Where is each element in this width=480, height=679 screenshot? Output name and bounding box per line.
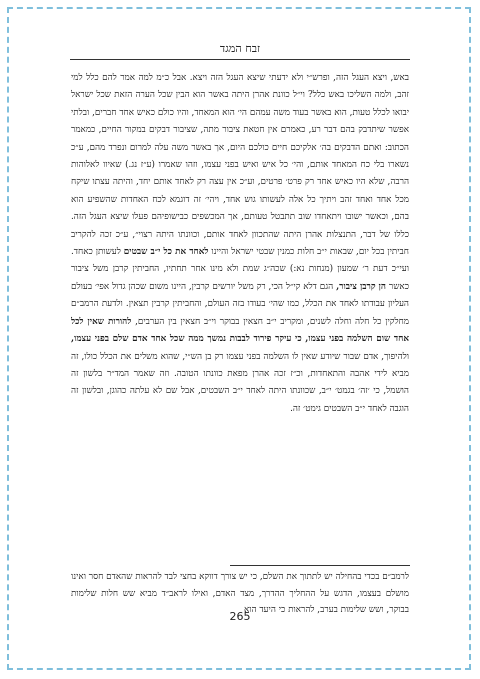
page-header: [70, 40, 410, 60]
footnote-text: לרמב״ם בכדי בהחילה יש לתתוך את השלם, כי יש צורך דווקא בחצי לבד להראות שהאדם חסר ואינו מושלם בעצמו, הדגש על ההחליך ההדרך, מצד האדם, ואילו לראב״ד מביא שש חלות שלימות בבוקר, ושש שלימות בערב, להראות כי היעד הוא: [71, 572, 409, 615]
body-paragraph: [71, 70, 409, 418]
bold-phrase: הן קרבן ציבור,: [336, 281, 386, 292]
main-text: [71, 70, 409, 542]
body-text: לעשותן כאחד. ועי״כ דעת ר׳ שמעון (מנחות נא:) שכה״ג שמת ולא מינו אחר תחתיו, החביתין קרבן משל ציבור כאשר: [71, 247, 409, 292]
running-title: זבח המגד: [219, 42, 261, 55]
page-number: 265: [229, 610, 251, 623]
body-text: ולהיפוך, אדם שבור שיודע שאין לו השלמה בפני עצמו רק בן הש״י, שהוא משלים את הכלל כולו, זה מביא לידי אהבה והתאחדות, וכ״ז זכה אהרן מפאת כוונתו הטובה. וזה שאמר המד״ר בלשון זה הושמל, כי ׳זה׳ בגמט׳ י״ב, שכוונתו היתה לאחד י״ב השבטים, אבל שם לא עלתה כהוגן, ובלשון זה הוגבה לאחד י״ב השבטים גימט׳ זה.: [71, 351, 409, 414]
footnote-rule: [230, 565, 410, 566]
header-rule: [70, 59, 410, 60]
bold-phrase: להורות שאין לכל אחד שום השלמה בפני עצמו, כי עיקר פירוד לבבות נמשך ממה שכל אחד אדם שלם בפני עצמו,: [71, 316, 409, 345]
bold-phrase: לאחד את כל י״ב שבטים: [123, 247, 209, 258]
body-text: באש, ויצא העגל הזה, ופרש״י ולא ידעתי שיצא העגל הזה ויצא. אבל כ״מ למה אמר להם כלל למי זהב, ולמה השליכו באש כלל? וי״ל כוונת אהרן היתה באשר הוא הבין שכל הערה הזאת שכל ישראל יבואו לכלל טעות, הוא באשר בעוד משה עמהם הי׳ הוא המאחד, והיו כולם כאיש אחד חברים, ובלתי אפשר שיתדבק בהם דבר רע, כאמרם אין חטאת ציבור מתה, שציבור דבקים במקור החיים, כמאמר הכתוב: ואתם הדבקים בה׳ אלקיכם חיים כולכם היום, אך באשר משה עלה למרום ונפרד מהם, ע״כ נשארו בלי כח המאחד אותם, והי׳ כל איש ואיש בפני עצמו, וזהו שאמרו (ע״ז נג.) שאיוו לאלוהות הרבה, שלא היו כאיש אחד רק פרט׳ פרטים, וע״כ אין עצה רק לאחד אותם יחד, והיתה עצתו שיקח מכל אחד ואחד זהב ויתיך כל אלה לעשותו גוש אחד, ויהי׳ זה דוגמא לכח האחדות שהשפיע הוא בהם, וכאשר ישובו ויתאחדו שוב תתבטל טעותם, אך המכשפים כבישופיהם פעלו שיצא העגל הזה. כללו של דבר, התנצלות אהרן היתה שהתכוון לאחד אותם, וכוונתו היתה רצוי״, ע״כ זכה להקריב חביתין בכל יום, שבאות י״ב חלות כמנין שבטי ישראל והיינו: [71, 73, 409, 258]
body-text: הגם דלא קי״ל הכי, רק משל יורשים קרבין, היינו משום שכהן גדול אפי׳ בעולם העליון עבודתו לאחד את הכלל, כמו שהי׳ בעודו בזה העולם, והחביתין קרבין תצאין. ולדעת הרמב״ם מחלקין כל חלה וחלה לשנים, ומקריב י״ב חצאין בבוקר וי״ב חצאין בין הערבים,: [71, 281, 409, 327]
